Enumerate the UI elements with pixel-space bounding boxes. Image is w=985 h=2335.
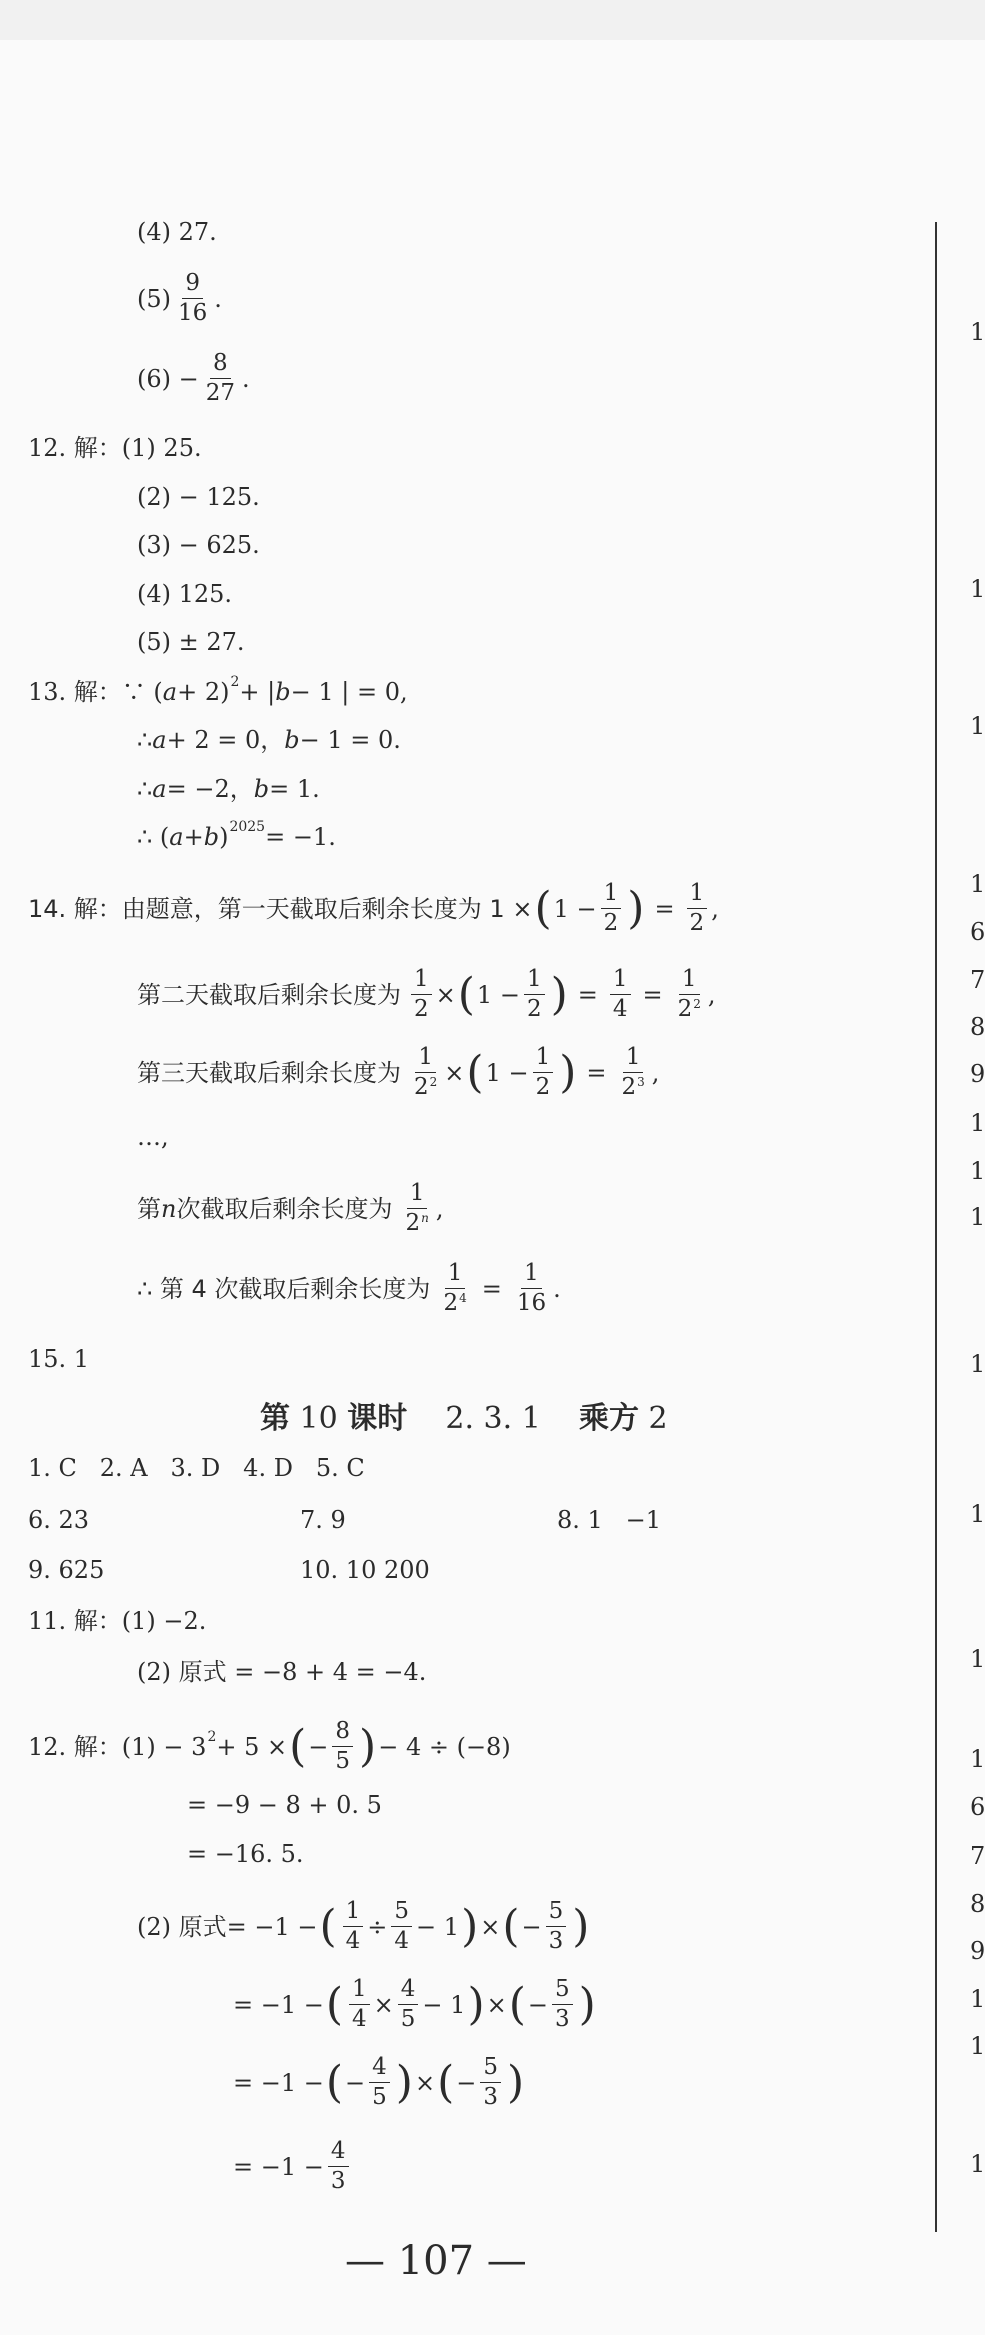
- page-number: — 107 —: [345, 2238, 527, 2284]
- fraction: $\frac{1}{4}$: [343, 1900, 364, 1953]
- answer-11-6: (6) − $\frac{8}{27}$ .: [137, 350, 250, 406]
- right-column-fragment: 1: [970, 2150, 985, 2178]
- right-column-fragment: 1: [970, 1645, 985, 1673]
- answer-12-part-2-line-4: = −1 − $\frac{4}{3}$: [233, 2140, 353, 2193]
- answer-13-line-1: 13. 解：∵ ( a + 2) 2 + | b − 1 | = 0,: [28, 674, 408, 706]
- answer-11-5: (5) $\frac{9}{16}$ .: [137, 270, 222, 326]
- fraction: $\frac{8}{27}$: [205, 350, 236, 406]
- column-divider: [935, 222, 937, 2232]
- answer-13-line-3: ∴ a = −2， b = 1.: [137, 775, 320, 803]
- right-column-fragment: 7: [970, 1842, 985, 1870]
- right-column-fragment: 1: [970, 712, 985, 740]
- answer-12-line-3: = −16. 5.: [187, 1840, 304, 1868]
- right-column-fragment: 1: [970, 1350, 985, 1378]
- fraction: $\frac{1}{4}$: [610, 968, 631, 1021]
- fraction: $\frac{5}{4}$: [391, 1900, 412, 1953]
- top-margin-band: [0, 0, 985, 40]
- answer-7: 7. 9: [300, 1506, 346, 1534]
- right-column-fragment: 1: [970, 1745, 985, 1773]
- right-column-fragment: 1: [970, 1985, 985, 2013]
- answer-12-3: (3) − 625.: [137, 531, 260, 559]
- answer-12-part-2-line-1: (2) 原式= −1 − ( $\frac{1}{4}$ ÷ $\frac{5}{4}$ − 1 ) × ( − $\frac{5}{3}$ ): [137, 1898, 590, 1954]
- right-column-fragment: 1: [970, 2032, 985, 2060]
- right-column-fragment: 6: [970, 918, 985, 946]
- answer-12-4: (4) 125.: [137, 580, 233, 608]
- fraction: $\frac{4}{5}$: [398, 1978, 419, 2031]
- fraction: $\frac{5}{3}$: [480, 2056, 501, 2109]
- answer-12-line-2: = −9 − 8 + 0. 5: [187, 1791, 382, 1819]
- fraction: $\frac{1}{16}$: [516, 1260, 547, 1316]
- fraction: $\frac{9}{16}$: [178, 270, 208, 326]
- answer-11-part-2: (2) 原式 = −8 + 4 = −4.: [137, 1658, 427, 1686]
- fraction: $\frac{1}{2}$: [533, 1046, 554, 1099]
- right-column-fragment: 1: [970, 1500, 985, 1528]
- answer-14-line-5: 第 n 次截取后剩余长度为 $\frac{1}{2^n}$ ,: [137, 1180, 444, 1236]
- answer-14-line-6: ∴ 第 4 次截取后剩余长度为 $\frac{1}{2^4}$ = $\frac{1}{16}$ .: [137, 1260, 561, 1316]
- right-column-fragment: 9: [970, 1060, 985, 1088]
- right-column-fragment: 9: [970, 1937, 985, 1965]
- answer-12-part-2-line-2: = −1 − ( $\frac{1}{4}$ × $\frac{4}{5}$ − 1 ) × ( − $\frac{5}{3}$ ): [233, 1976, 596, 2032]
- right-column-fragment: 1: [970, 575, 985, 603]
- fraction: $\frac{1}{2^2}$: [677, 966, 701, 1022]
- fraction: $\frac{1}{2^2}$: [414, 1044, 438, 1100]
- fraction: $\frac{1}{2^n}$: [405, 1180, 429, 1236]
- answer-14-line-1: 14. 解：由题意，第一天截取后剩余长度为 1 × ( 1 − $\frac{1}{2}$ ) = $\frac{1}{2}$ ,: [28, 880, 719, 936]
- right-column-fragment: 7: [970, 966, 985, 994]
- answer-10: 10. 10 200: [300, 1556, 430, 1584]
- answer-11-part-1: 11. 解：(1) −2.: [28, 1607, 207, 1635]
- answer-8: 8. 1 −1: [557, 1506, 662, 1534]
- fraction: $\frac{1}{2}$: [687, 882, 708, 935]
- fraction: $\frac{1}{2}$: [411, 968, 432, 1021]
- answers-1-5: 1. C 2. A 3. D 4. D 5. C: [28, 1454, 365, 1482]
- right-column-fragment: 8: [970, 1890, 985, 1918]
- answer-12-5: (5) ± 27.: [137, 628, 245, 656]
- right-column-fragment: 1: [970, 1203, 985, 1231]
- fraction: $\frac{1}{4}$: [349, 1978, 370, 2031]
- answer-6: 6. 23: [28, 1506, 90, 1534]
- right-column-fragment: 1: [970, 1157, 985, 1185]
- fraction: $\frac{5}{3}$: [546, 1900, 567, 1953]
- fraction: $\frac{8}{5}$: [332, 1720, 353, 1773]
- answer-15: 15. 1: [28, 1345, 90, 1373]
- right-column-fragment: 1: [970, 1109, 985, 1137]
- answer-14-line-2: 第二天截取后剩余长度为 $\frac{1}{2}$ × ( 1 − $\frac{1}{2}$ ) = $\frac{1}{4}$ = $\frac{1}{2^2}$ ,: [137, 966, 716, 1022]
- fraction: $\frac{1}{2}$: [601, 882, 622, 935]
- answer-11-4: (4) 27.: [137, 218, 217, 246]
- fraction: $\frac{1}{2^4}$: [443, 1260, 467, 1316]
- right-column-fragment: 1: [970, 870, 985, 898]
- answer-13-line-2: ∴ a + 2 = 0， b − 1 = 0.: [137, 726, 401, 754]
- right-column-fragment: 6: [970, 1793, 985, 1821]
- answer-13-line-4: ∴ ( a + b ) 2025 = −1.: [137, 819, 336, 851]
- answer-14-line-3: 第三天截取后剩余长度为 $\frac{1}{2^2}$ × ( 1 − $\frac{1}{2}$ ) = $\frac{1}{2^3}$ ,: [137, 1044, 660, 1100]
- lesson-heading: 第 10 课时 2. 3. 1 乘方 2: [260, 1401, 668, 1436]
- answer-12-line-1: 12. 解：(1) − 3 2 + 5 × ( − $\frac{8}{5}$ ) − 4 ÷ (−8): [28, 1718, 511, 1774]
- fraction: $\frac{4}{5}$: [369, 2056, 390, 2109]
- answer-12-2: (2) − 125.: [137, 483, 260, 511]
- answer-14-line-4: …,: [137, 1123, 169, 1151]
- fraction: $\frac{1}{2}$: [524, 968, 545, 1021]
- answer-12-part-2-line-3: = −1 − ( − $\frac{4}{5}$ ) × ( − $\frac{5}{3}$ ): [233, 2054, 525, 2110]
- right-column-fragment: 8: [970, 1013, 985, 1041]
- fraction: $\frac{1}{2^3}$: [621, 1044, 645, 1100]
- answer-12-1: 12. 解：(1) 25.: [28, 434, 202, 462]
- fraction: $\frac{4}{3}$: [328, 2140, 349, 2193]
- fraction: $\frac{5}{3}$: [552, 1978, 573, 2031]
- answer-9: 9. 625: [28, 1556, 105, 1584]
- right-column-fragment: 1: [970, 318, 985, 346]
